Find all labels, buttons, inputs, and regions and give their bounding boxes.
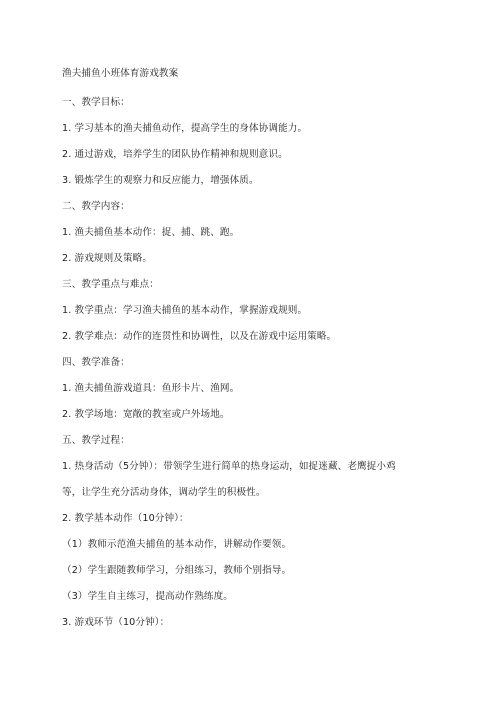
text-line: 2. 教学难点：动作的连贯性和协调性，以及在游戏中运用策略。 (62, 331, 337, 342)
text-line: 等，让学生充分活动身体，调动学生的积极性。 (62, 487, 266, 498)
section-heading-process: 五、教学过程： (62, 435, 130, 446)
document-title: 渔夫捕鱼小班体育游戏教案 (62, 68, 179, 79)
text-line: （2）学生跟随教师学习，分组练习，教师个别指导。 (62, 565, 292, 576)
text-line: （3）学生自主练习，提高动作熟练度。 (62, 591, 233, 602)
section-heading-content: 二、教学内容： (62, 201, 130, 212)
text-line: 1. 渔夫捕鱼基本动作：捉、捕、跳、跑。 (62, 227, 240, 238)
section-heading-objectives: 一、教学目标： (62, 97, 130, 108)
text-line: 3. 锻炼学生的观察力和反应能力，增强体质。 (62, 175, 259, 186)
text-line: 3. 游戏环节（10分钟）： (62, 617, 170, 628)
text-line: 2. 游戏规则及策略。 (62, 253, 153, 264)
text-line: 2. 教学场地：宽敞的教室或户外场地。 (62, 409, 230, 420)
text-line: 2. 通过游戏，培养学生的团队协作精神和规则意识。 (62, 149, 288, 160)
text-line: 1. 学习基本的渔夫捕鱼动作，提高学生的身体协调能力。 (62, 123, 308, 134)
text-line: 1. 热身活动（5分钟）：带领学生进行简单的热身运动，如捉迷藏、老鹰捉小鸡 (62, 461, 396, 472)
text-line: 1. 渔夫捕鱼游戏道具：鱼形卡片、渔网。 (62, 383, 240, 394)
text-line: 2. 教学基本动作（10分钟）： (62, 513, 189, 524)
section-heading-preparation: 四、教学准备： (62, 357, 130, 368)
text-line: 1. 教学重点：学习渔夫捕鱼的基本动作，掌握游戏规则。 (62, 305, 308, 316)
text-line: （1）教师示范渔夫捕鱼的基本动作，讲解动作要领。 (62, 539, 292, 550)
section-heading-focus: 三、教学重点与难点： (62, 279, 159, 290)
